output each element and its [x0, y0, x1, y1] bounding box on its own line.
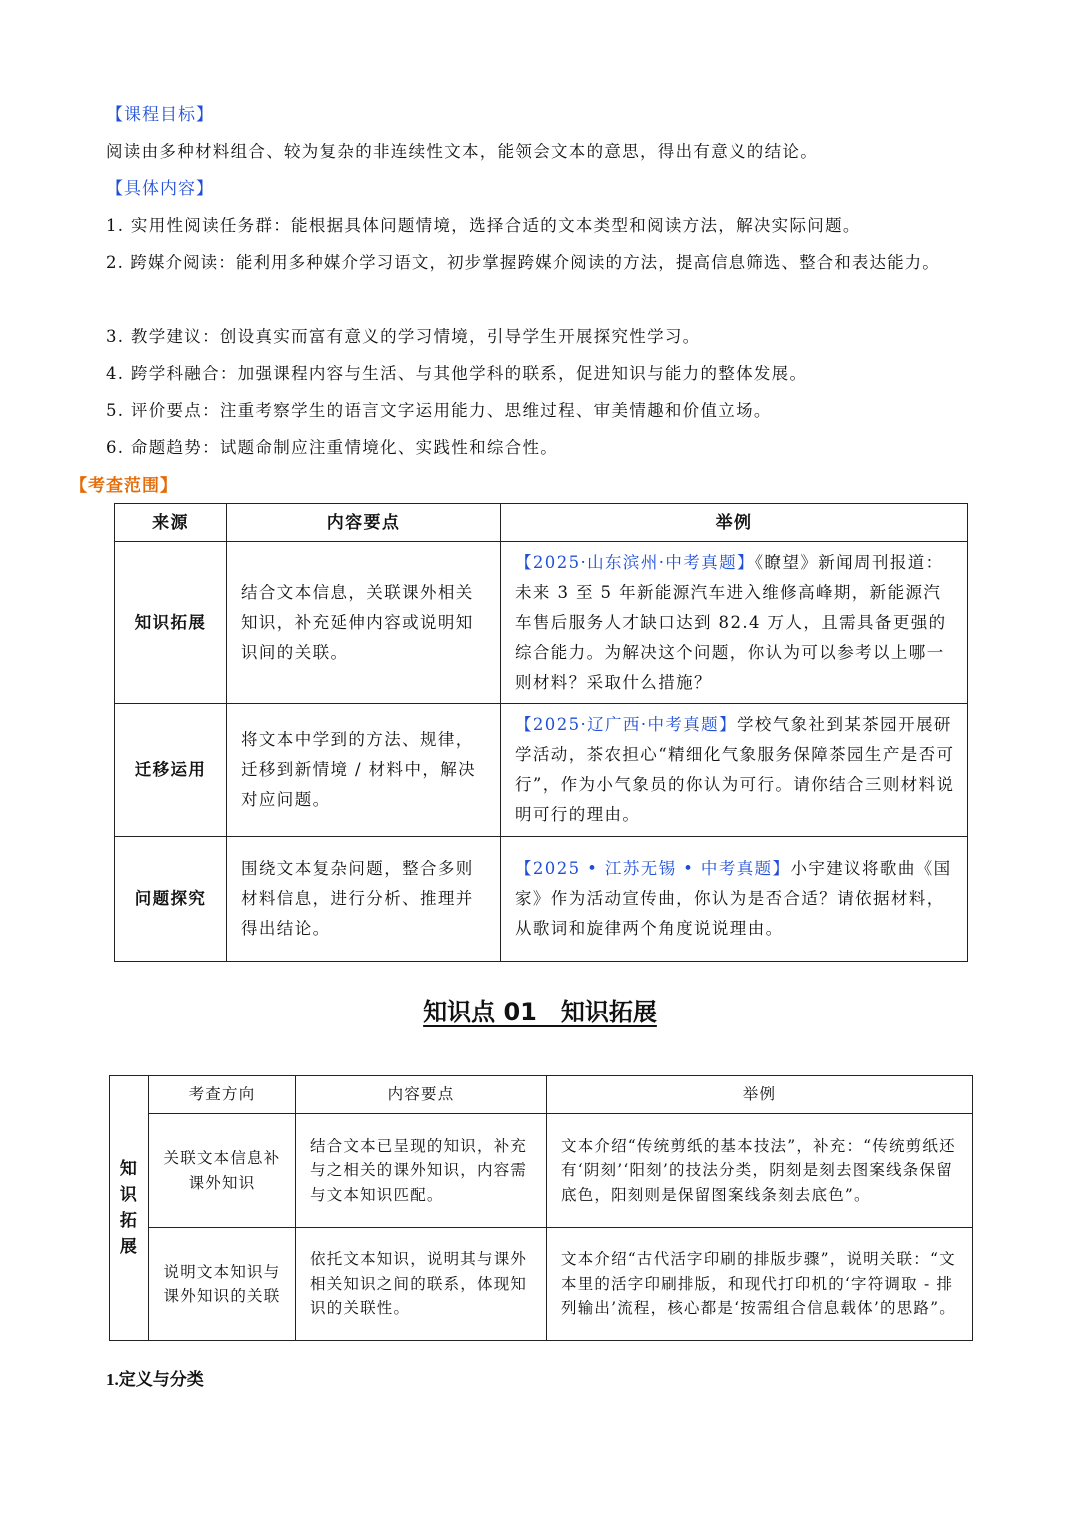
- scope-table: [114, 503, 968, 962]
- scope-source: 问题探究: [115, 837, 227, 962]
- scope-example-tag: 【2025·辽广西·中考真题】: [515, 715, 737, 734]
- specific-item-5: 5. 评价要点：注重考察学生的语言文字运用能力、思维过程、审美情趣和价值立场。: [106, 401, 772, 420]
- kp-header-direction: 考查方向: [149, 1076, 296, 1114]
- scope-example-tag: 【2025 • 江苏无锡 • 中考真题】: [515, 859, 791, 878]
- knowledge-point-table: [109, 1075, 973, 1341]
- scope-points: 结合文本信息，关联课外相关知识，补充延伸内容或说明知识间的关联。: [227, 542, 501, 704]
- specific-item-4: 4. 跨学科融合：加强课程内容与生活、与其他学科的联系，促进知识与能力的整体发展。: [106, 364, 808, 383]
- kp-row: [110, 1114, 973, 1228]
- specific-item-1: 1. 实用性阅读任务群：能根据具体问题情境，选择合适的文本类型和阅读方法，解决实际问题。: [106, 216, 861, 235]
- scope-row: [115, 704, 968, 837]
- scope-header-points: 内容要点: [227, 504, 501, 542]
- knowledge-point-title-text: 知识点 01 知识拓展: [423, 998, 657, 1026]
- kp-header-row: [110, 1076, 973, 1114]
- scope-example: [501, 837, 968, 962]
- scope-header-row: [115, 504, 968, 542]
- kp-direction: 关联文本信息补课外知识: [149, 1114, 296, 1228]
- scope-example: [501, 704, 968, 837]
- specific-item-6: 6. 命题趋势：试题命制应注重情境化、实践性和综合性。: [106, 438, 559, 457]
- kp-direction: 说明文本知识与课外知识的关联: [149, 1228, 296, 1341]
- kp-example: 文本介绍“传统剪纸的基本技法”，补充：“传统剪纸还有‘阴刻’‘阳刻’的技法分类，阴刻是刻去图案线条保留底色，阳刻则是保留图案线条刻去底色”。: [547, 1114, 973, 1228]
- kp-category: 知识拓展: [110, 1076, 149, 1341]
- scope-example: [501, 542, 968, 704]
- course-goal-heading: 【课程目标】: [106, 105, 214, 125]
- scope-row: [115, 837, 968, 962]
- kp-header-example: 举例: [547, 1076, 973, 1114]
- scope-heading: 【考查范围】: [70, 476, 178, 496]
- scope-header-source: 来源: [115, 504, 227, 542]
- scope-example-tag: 【2025·山东滨州·中考真题】: [515, 552, 755, 572]
- specific-item-2: 2. 跨媒介阅读：能利用多种媒介学习语文，初步掌握跨媒介阅读的方法，提高信息筛选、整合和表达能力。: [106, 253, 940, 272]
- scope-example-text: 《瞭望》新闻周刊报道：未来 3 至 5 年新能源汽车进入维修高峰期，新能源汽车售后服务人才缺口达到 82.4 万人，且需具备更强的综合能力。为解决这个问题，你认为可以参考以上哪一则材料？采取什么措施？: [515, 552, 947, 692]
- kp-row: [110, 1228, 973, 1341]
- course-goal-text: 阅读由多种材料组合、较为复杂的非连续性文本，能领会文本的意思，得出有意义的结论。: [106, 142, 818, 161]
- scope-points: 围绕文本复杂问题，整合多则材料信息，进行分析、推理并得出结论。: [227, 837, 501, 962]
- scope-example-text: 学校气象社到某茶园开展研学活动，茶农担心“精细化气象服务保障茶园生产是否可行”，作为小气象员的你认为可行。请你结合三则材料说明可行的理由。: [515, 715, 955, 824]
- scope-header-example: 举例: [501, 504, 968, 542]
- scope-points: 将文本中学到的方法、规律，迁移到新情境 / 材料中，解决对应问题。: [227, 704, 501, 837]
- specific-heading: 【具体内容】: [106, 179, 214, 199]
- scope-source: 迁移运用: [115, 704, 227, 837]
- kp-points: 依托文本知识，说明其与课外相关知识之间的联系，体现知识的关联性。: [296, 1228, 547, 1341]
- section-definition-heading: 1.定义与分类: [106, 1370, 204, 1389]
- kp-example: 文本介绍“古代活字印刷的排版步骤”，说明关联：“文本里的活字印刷排版，和现代打印机的‘字符调取 - 排列输出’流程，核心都是‘按需组合信息载体’的思路”。: [547, 1228, 973, 1341]
- scope-source: 知识拓展: [115, 542, 227, 704]
- scope-example-text: 小宇建议将歌曲《国家》作为活动宣传曲，你认为是否合适？请依据材料，从歌词和旋律两个角度说说理由。: [515, 859, 952, 938]
- knowledge-point-title: [0, 992, 1080, 1027]
- kp-points: 结合文本已呈现的知识，补充与之相关的课外知识，内容需与文本知识匹配。: [296, 1114, 547, 1228]
- kp-header-points: 内容要点: [296, 1076, 547, 1114]
- specific-item-3: 3. 教学建议：创设真实而富有意义的学习情境，引导学生开展探究性学习。: [106, 327, 701, 346]
- scope-row: [115, 542, 968, 704]
